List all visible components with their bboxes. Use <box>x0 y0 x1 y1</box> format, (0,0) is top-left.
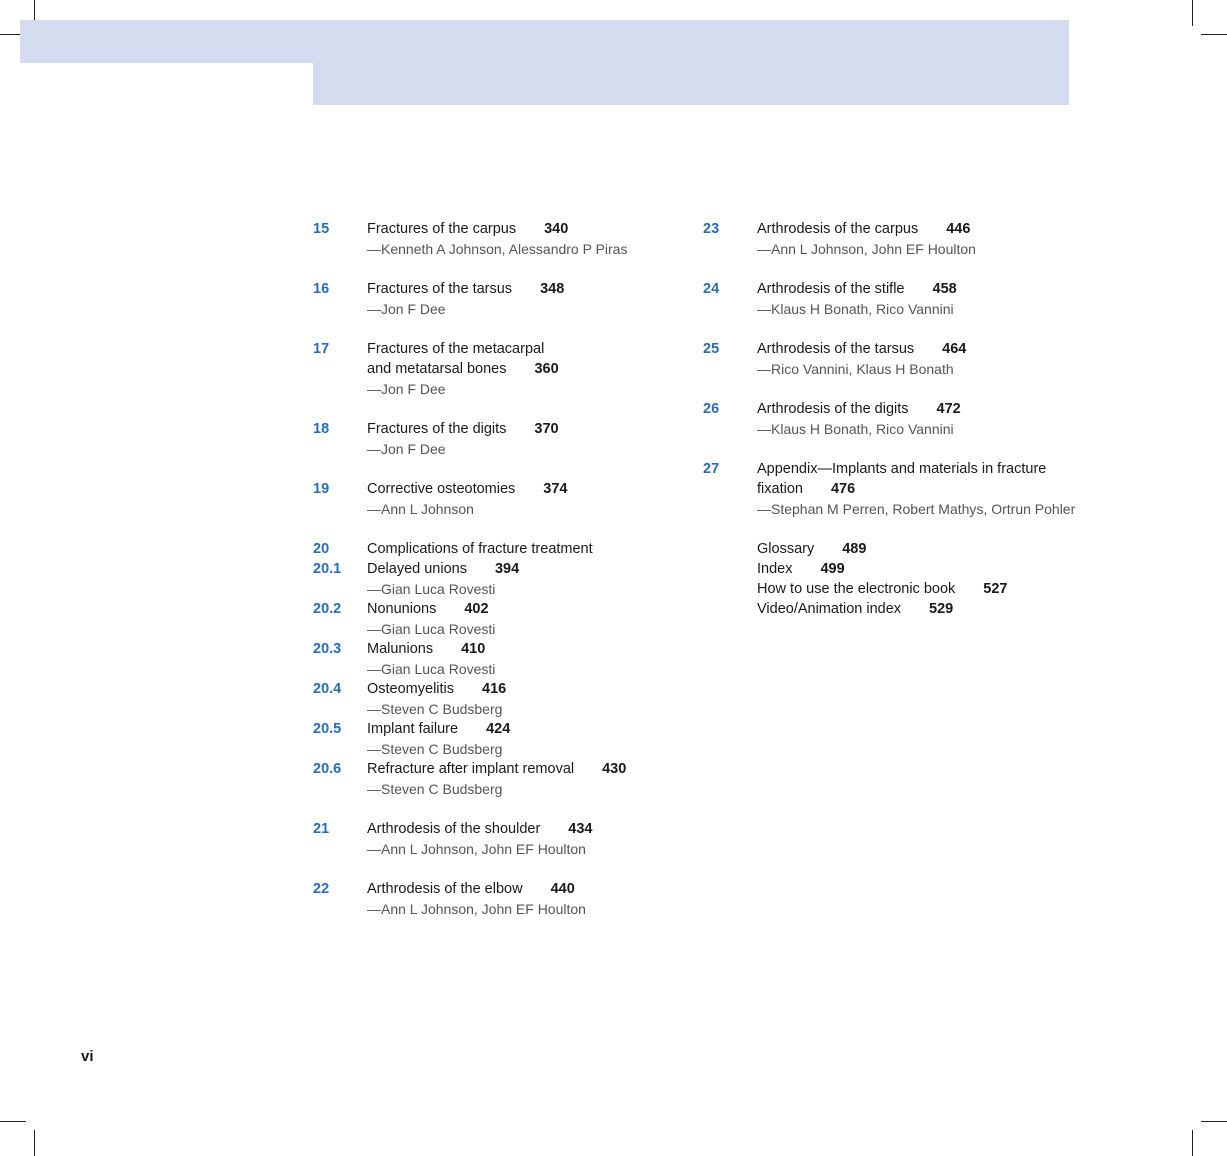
toc-entry[interactable] <box>313 419 673 459</box>
toc-entry[interactable] <box>313 879 673 919</box>
entry-title: and metatarsal bones <box>367 361 507 377</box>
toc-row <box>313 299 673 319</box>
entry-gap <box>313 399 673 419</box>
crop-mark <box>1201 34 1227 35</box>
entry-author: —Jon F Dee <box>367 381 446 397</box>
entry-title: Glossary <box>757 541 815 557</box>
entry-body <box>367 719 673 739</box>
toc-row <box>313 699 673 719</box>
chapter-number: 16 <box>313 281 330 297</box>
entry-gap <box>313 799 673 819</box>
page-number: 527 <box>983 581 1008 597</box>
entry-title: Fractures of the carpus <box>367 221 517 237</box>
page-number: 472 <box>936 401 961 417</box>
toc-row <box>313 819 673 839</box>
chapter-number-spacer <box>313 779 367 799</box>
entry-author: —Ann L Johnson, John EF Houlton <box>367 901 586 917</box>
entry-author: —Steven C Budsberg <box>367 741 503 757</box>
toc-row <box>313 619 673 639</box>
entry-title: Delayed unions <box>367 561 467 577</box>
entry-author: —Ann L Johnson <box>367 501 474 517</box>
chapter-number-spacer <box>313 439 367 459</box>
header-band <box>20 20 1069 63</box>
page-number: 340 <box>544 221 569 237</box>
chapter-number: 25 <box>703 341 720 357</box>
toc-row <box>703 499 1083 519</box>
entry-author: —Jon F Dee <box>367 301 446 317</box>
page-number: 402 <box>464 601 489 617</box>
entry-body <box>367 359 673 379</box>
entry-author: —Klaus H Bonath, Rico Vannini <box>757 421 954 437</box>
chapter-number-spacer <box>313 839 367 859</box>
entry-gap <box>703 259 1083 279</box>
entry-body <box>367 819 673 839</box>
chapter-number-spacer <box>313 499 367 519</box>
chapter-number <box>703 559 757 579</box>
toc-row <box>313 759 673 779</box>
entry-author: —Ann L Johnson, John EF Houlton <box>757 241 976 257</box>
toc-row <box>313 839 673 859</box>
chapter-number-spacer <box>313 379 367 399</box>
toc-entry[interactable] <box>313 639 673 679</box>
chapter-number: 27 <box>703 461 720 477</box>
toc-row <box>703 599 1083 619</box>
chapter-number-spacer <box>313 579 367 599</box>
toc-row <box>313 679 673 699</box>
toc-entry[interactable] <box>703 559 1083 579</box>
page-number: 430 <box>602 761 627 777</box>
chapter-number: 20.1 <box>313 561 342 577</box>
entry-gap <box>313 519 673 539</box>
toc-entry[interactable] <box>703 599 1083 619</box>
toc-entry[interactable] <box>313 759 673 799</box>
chapter-number: 19 <box>313 481 330 497</box>
page-number: 489 <box>842 541 867 557</box>
toc-row <box>313 659 673 679</box>
toc-row <box>703 239 1083 259</box>
toc-row <box>703 419 1083 439</box>
toc-row <box>313 499 673 519</box>
crop-mark <box>1192 1130 1193 1156</box>
entry-title: Nonunions <box>367 601 437 617</box>
toc-row <box>313 879 673 899</box>
page-number: 410 <box>461 641 486 657</box>
page-number: 499 <box>820 561 845 577</box>
entry-body <box>367 339 673 359</box>
chapter-number: 21 <box>313 821 330 837</box>
entry-title: Arthrodesis of the stifle <box>757 281 905 297</box>
toc-entry[interactable] <box>313 339 673 399</box>
entry-body <box>367 759 673 779</box>
chapter-number-spacer <box>703 499 757 519</box>
chapter-number <box>703 539 757 559</box>
chapter-number: 20 <box>313 541 330 557</box>
entry-author: —Stephan M Perren, Robert Mathys, Ortrun Pohler <box>757 501 1076 517</box>
toc-row <box>313 559 673 579</box>
entry-title: Implant failure <box>367 721 459 737</box>
entry-body <box>757 579 1083 599</box>
chapter-number-spacer <box>313 619 367 639</box>
entry-body <box>757 599 1083 619</box>
page-folio: vi <box>81 1048 94 1065</box>
entry-title: Fractures of the digits <box>367 421 507 437</box>
chapter-number: 20.2 <box>313 601 342 617</box>
chapter-number: 20.6 <box>313 761 342 777</box>
page-number: 434 <box>568 821 593 837</box>
entry-gap <box>313 259 673 279</box>
toc-entry[interactable] <box>313 279 673 319</box>
entry-author: —Jon F Dee <box>367 441 446 457</box>
entry-body <box>367 599 673 619</box>
entry-title: Index <box>757 561 793 577</box>
page-number: 446 <box>946 221 971 237</box>
chapter-number <box>313 359 367 379</box>
entry-gap <box>313 459 673 479</box>
page-number: 416 <box>482 681 507 697</box>
toc-row <box>313 219 673 239</box>
entry-title: Video/Animation index <box>757 601 902 617</box>
toc-row <box>313 419 673 439</box>
entry-title: Refracture after implant removal <box>367 761 575 777</box>
entry-title: Fractures of the metacarpal <box>367 341 545 357</box>
toc-row <box>313 239 673 259</box>
toc-row <box>703 299 1083 319</box>
entry-body <box>367 679 673 699</box>
toc-entry[interactable] <box>313 219 673 259</box>
entry-author: —Gian Luca Rovesti <box>367 581 496 597</box>
toc-row <box>703 339 1083 359</box>
toc-entry[interactable] <box>703 219 1083 259</box>
entry-body <box>757 539 1083 559</box>
page-number: 374 <box>543 481 568 497</box>
toc-entry[interactable] <box>703 459 1083 519</box>
toc-row <box>703 399 1083 419</box>
chapter-number: 15 <box>313 221 330 237</box>
toc-entry[interactable] <box>703 279 1083 319</box>
entry-author: —Rico Vannini, Klaus H Bonath <box>757 361 954 377</box>
entry-body <box>757 279 1083 299</box>
toc-entry[interactable] <box>703 339 1083 379</box>
toc-entry[interactable] <box>313 679 673 719</box>
entry-title: Arthrodesis of the shoulder <box>367 821 541 837</box>
entry-author: —Kenneth A Johnson, Alessandro P Piras <box>367 241 628 257</box>
page-number: 476 <box>830 481 856 497</box>
entry-body <box>757 559 1083 579</box>
toc-row <box>703 559 1083 579</box>
toc-row <box>313 379 673 399</box>
chapter-number: 20.3 <box>313 641 342 657</box>
page-number: 529 <box>929 601 954 617</box>
toc-row <box>313 339 673 359</box>
entry-body <box>367 559 673 579</box>
chapter-number: 22 <box>313 881 330 897</box>
chapter-number-spacer <box>313 239 367 259</box>
page-number: 458 <box>932 281 957 297</box>
entry-body <box>367 479 673 499</box>
toc-row <box>703 539 1083 559</box>
toc-row <box>703 579 1083 599</box>
entry-body <box>757 479 1083 499</box>
toc-row <box>313 599 673 619</box>
entry-gap <box>313 319 673 339</box>
toc-row <box>313 779 673 799</box>
page-number: 424 <box>486 721 511 737</box>
entry-author: —Ann L Johnson, John EF Houlton <box>367 841 586 857</box>
toc-entry[interactable] <box>703 539 1083 559</box>
entry-body <box>757 459 1083 479</box>
chapter-number: 17 <box>313 341 330 357</box>
entry-gap <box>313 859 673 879</box>
toc-entry[interactable] <box>703 579 1083 599</box>
page-number: 440 <box>550 881 575 897</box>
entry-title: Osteomyelitis <box>367 681 455 697</box>
toc-row <box>703 479 1083 499</box>
toc-entry[interactable] <box>313 819 673 859</box>
entry-author: —Steven C Budsberg <box>367 701 503 717</box>
toc-entry[interactable] <box>313 479 673 519</box>
entry-body <box>367 219 673 239</box>
chapter-number-spacer <box>703 299 757 319</box>
entry-body <box>757 399 1083 419</box>
entry-title: Corrective osteotomies <box>367 481 516 497</box>
entry-gap <box>703 379 1083 399</box>
chapter-number-spacer <box>313 699 367 719</box>
chapter-number-spacer <box>313 659 367 679</box>
entry-gap <box>703 519 1083 539</box>
chapter-number: 20.5 <box>313 721 342 737</box>
entry-body <box>367 639 673 659</box>
chapter-number-spacer <box>313 739 367 759</box>
entry-author: —Gian Luca Rovesti <box>367 661 496 677</box>
entry-author: —Steven C Budsberg <box>367 781 503 797</box>
chapter-number: 26 <box>703 401 720 417</box>
entry-title: Arthrodesis of the elbow <box>367 881 523 897</box>
toc-row <box>313 479 673 499</box>
entry-title: Arthrodesis of the carpus <box>757 221 919 237</box>
toc-row <box>313 899 673 919</box>
toc-row <box>313 279 673 299</box>
page-number: 464 <box>942 341 967 357</box>
toc-entry[interactable] <box>313 539 673 559</box>
crop-mark <box>1192 0 1193 26</box>
entry-title: fixation <box>757 481 803 497</box>
entry-body <box>757 219 1083 239</box>
crop-mark <box>1201 1121 1227 1122</box>
chapter-number-spacer <box>703 419 757 439</box>
chapter-number <box>703 479 757 499</box>
entry-title: How to use the electronic book <box>757 581 956 597</box>
entry-title: Fractures of the tarsus <box>367 281 513 297</box>
page-number: 394 <box>494 561 520 577</box>
chapter-number <box>703 579 757 599</box>
entry-body <box>367 879 673 899</box>
crop-mark <box>34 1130 35 1156</box>
page-number: 370 <box>534 421 559 437</box>
chapter-number <box>703 599 757 619</box>
toc-left-column <box>313 219 673 919</box>
chapter-number: 24 <box>703 281 720 297</box>
page-number: 348 <box>540 281 565 297</box>
entry-title: Appendix—Implants and materials in fracture <box>757 461 1047 477</box>
entry-body <box>367 419 673 439</box>
toc-entry[interactable] <box>313 559 673 599</box>
entry-title: Arthrodesis of the digits <box>757 401 909 417</box>
toc-row <box>313 639 673 659</box>
entry-title: Arthrodesis of the tarsus <box>757 341 915 357</box>
chapter-number-spacer <box>313 899 367 919</box>
toc-right-column <box>703 219 1083 619</box>
entry-body <box>757 339 1083 359</box>
toc-entry[interactable] <box>703 399 1083 439</box>
entry-body <box>367 539 673 559</box>
chapter-number: 20.4 <box>313 681 342 697</box>
toc-row <box>703 219 1083 239</box>
toc-row <box>313 739 673 759</box>
toc-row <box>313 719 673 739</box>
toc-entry[interactable] <box>313 719 673 759</box>
entry-author: —Gian Luca Rovesti <box>367 621 496 637</box>
entry-title: Malunions <box>367 641 434 657</box>
entry-author: —Klaus H Bonath, Rico Vannini <box>757 301 954 317</box>
chapter-number-spacer <box>703 359 757 379</box>
entry-gap <box>703 439 1083 459</box>
crop-mark <box>0 1121 26 1122</box>
toc-row <box>313 359 673 379</box>
toc-entry[interactable] <box>313 599 673 639</box>
toc-row <box>703 279 1083 299</box>
chapter-number-spacer <box>313 299 367 319</box>
toc-row <box>313 579 673 599</box>
page-number: 360 <box>534 361 559 377</box>
header-band <box>313 63 1069 105</box>
toc-row <box>313 439 673 459</box>
toc-row <box>313 539 673 559</box>
chapter-number: 23 <box>703 221 720 237</box>
entry-body <box>367 279 673 299</box>
entry-title: Complications of fracture treatment <box>367 541 593 557</box>
toc-row <box>703 359 1083 379</box>
chapter-number: 18 <box>313 421 330 437</box>
entry-gap <box>703 319 1083 339</box>
chapter-number-spacer <box>703 239 757 259</box>
toc-row <box>703 459 1083 479</box>
